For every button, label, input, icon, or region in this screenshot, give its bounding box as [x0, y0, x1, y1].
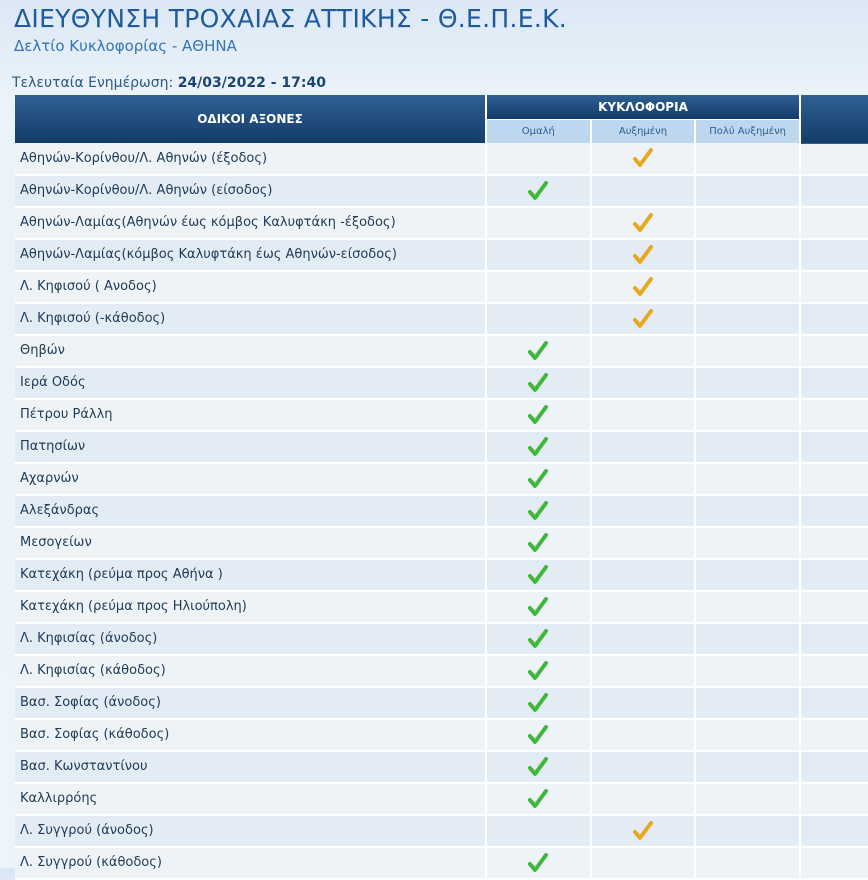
road-name: Βασ. Σοφίας (κάθοδος) [15, 719, 486, 751]
table-row [15, 559, 868, 591]
table-row [15, 271, 868, 303]
road-name: Λ. Συγγρού (κάθοδος) [15, 847, 486, 879]
check-green-icon [527, 404, 549, 426]
extra-cell [800, 847, 868, 879]
traffic-level-cell [591, 271, 696, 303]
road-name: Λ. Κηφισού ( Ανοδος) [15, 271, 486, 303]
extra-cell [800, 719, 868, 751]
traffic-level-cell [591, 591, 696, 623]
road-name: Βασ. Κωνσταντίνου [15, 751, 486, 783]
traffic-level-cell [591, 495, 696, 527]
road-name: Θηβών [15, 335, 486, 367]
traffic-level-cell [695, 367, 800, 399]
extra-cell [800, 335, 868, 367]
traffic-level-cell [591, 143, 696, 175]
traffic-level-cell [695, 175, 800, 207]
check-green-icon [527, 628, 549, 650]
traffic-level-cell [486, 495, 591, 527]
road-name: Πέτρου Ράλλη [15, 399, 486, 431]
check-green-icon [527, 340, 549, 362]
traffic-level-cell [695, 207, 800, 239]
table-row [15, 495, 868, 527]
extra-cell [800, 239, 868, 271]
traffic-level-cell [486, 751, 591, 783]
table-row [15, 623, 868, 655]
page-subtitle: Δελτίο Κυκλοφορίας - ΑΘΗΝΑ [14, 37, 237, 55]
check-green-icon [527, 468, 549, 490]
road-name: Λ. Κηφισίας (άνοδος) [15, 623, 486, 655]
check-green-icon [527, 756, 549, 778]
traffic-level-cell [695, 815, 800, 847]
traffic-level-cell [591, 399, 696, 431]
traffic-level-cell [695, 527, 800, 559]
road-name: Αλεξάνδρας [15, 495, 486, 527]
traffic-level-cell [591, 303, 696, 335]
traffic-level-cell [591, 783, 696, 815]
table-row [15, 303, 868, 335]
extra-cell [800, 431, 868, 463]
road-name: Κατεχάκη (ρεύμα προς Ηλιούπολη) [15, 591, 486, 623]
traffic-level-cell [591, 687, 696, 719]
level-normal-header: Ομαλή [486, 120, 591, 144]
traffic-level-cell [591, 847, 696, 879]
traffic-level-cell [486, 719, 591, 751]
traffic-level-cell [486, 399, 591, 431]
traffic-level-cell [695, 271, 800, 303]
check-orange-icon [632, 276, 654, 298]
road-name: Αθηνών-Κορίνθου/Λ. Αθηνών (έξοδος) [15, 143, 486, 175]
check-green-icon [527, 500, 549, 522]
extra-cell [800, 463, 868, 495]
page-title: ΔΙΕΥΘΥΝΣΗ ΤΡΟΧΑΙΑΣ ΑΤΤΙΚΗΣ - Θ.Ε.Π.Ε.Κ. [14, 4, 568, 33]
traffic-level-cell [486, 591, 591, 623]
traffic-level-cell [695, 783, 800, 815]
traffic-header: ΚΥΚΛΟΦΟΡΙΑ [486, 95, 800, 120]
check-orange-icon [632, 308, 654, 330]
check-green-icon [527, 372, 549, 394]
traffic-level-cell [591, 751, 696, 783]
road-name: Μεσογείων [15, 527, 486, 559]
traffic-level-cell [591, 623, 696, 655]
traffic-level-cell [486, 847, 591, 879]
traffic-level-cell [695, 303, 800, 335]
traffic-level-cell [695, 399, 800, 431]
extra-cell [800, 303, 868, 335]
check-green-icon [527, 660, 549, 682]
traffic-level-cell [486, 623, 591, 655]
table-row [15, 847, 868, 879]
check-green-icon [527, 788, 549, 810]
traffic-level-cell [591, 655, 696, 687]
last-update-label: Τελευταία Ενημέρωση: [12, 75, 174, 91]
check-green-icon [527, 724, 549, 746]
road-name: Αθηνών-Λαμίας(Αθηνών έως κόμβος Καλυφτάκη -έξοδος) [15, 207, 486, 239]
traffic-level-cell [591, 559, 696, 591]
table-row [15, 719, 868, 751]
traffic-level-cell [695, 655, 800, 687]
table-row [15, 175, 868, 207]
extra-cell [800, 271, 868, 303]
table-row [15, 431, 868, 463]
traffic-level-cell [695, 559, 800, 591]
table-row [15, 239, 868, 271]
traffic-level-cell [695, 335, 800, 367]
extra-cell [800, 367, 868, 399]
traffic-level-cell [486, 783, 591, 815]
traffic-level-cell [591, 207, 696, 239]
table-row [15, 367, 868, 399]
extra-header [800, 95, 868, 143]
level-increased-header: Αυξημένη [591, 120, 696, 144]
traffic-level-cell [695, 591, 800, 623]
extra-cell [800, 527, 868, 559]
traffic-level-cell [486, 143, 591, 175]
road-name: Λ. Συγγρού (άνοδος) [15, 815, 486, 847]
traffic-level-cell [695, 687, 800, 719]
check-green-icon [527, 564, 549, 586]
extra-cell [800, 815, 868, 847]
check-orange-icon [632, 212, 654, 234]
road-name: Πατησίων [15, 431, 486, 463]
extra-cell [800, 751, 868, 783]
extra-cell [800, 175, 868, 207]
traffic-level-cell [486, 271, 591, 303]
traffic-level-cell [695, 463, 800, 495]
traffic-level-cell [695, 719, 800, 751]
traffic-level-cell [591, 527, 696, 559]
traffic-level-cell [695, 431, 800, 463]
road-name: Κατεχάκη (ρεύμα προς Αθήνα ) [15, 559, 486, 591]
traffic-level-cell [486, 335, 591, 367]
traffic-level-cell [486, 559, 591, 591]
traffic-level-cell [486, 207, 591, 239]
traffic-level-cell [486, 655, 591, 687]
traffic-level-cell [591, 367, 696, 399]
road-name: Αχαρνών [15, 463, 486, 495]
traffic-level-cell [591, 815, 696, 847]
table-row [15, 783, 868, 815]
extra-cell [800, 655, 868, 687]
traffic-level-cell [695, 495, 800, 527]
table-row [15, 207, 868, 239]
traffic-level-cell [591, 239, 696, 271]
extra-cell [800, 399, 868, 431]
table-row [15, 655, 868, 687]
last-update [12, 75, 326, 91]
level-high-header: Πολύ Αυξημένη [695, 120, 800, 144]
traffic-level-cell [486, 367, 591, 399]
road-axes-header: ΟΔΙΚΟΙ ΑΞΟΝΕΣ [15, 95, 486, 143]
extra-cell [800, 495, 868, 527]
table-row [15, 815, 868, 847]
check-green-icon [527, 596, 549, 618]
traffic-level-cell [591, 431, 696, 463]
traffic-level-cell [486, 303, 591, 335]
traffic-level-cell [695, 847, 800, 879]
traffic-level-cell [591, 335, 696, 367]
check-green-icon [527, 692, 549, 714]
table-row [15, 527, 868, 559]
traffic-level-cell [486, 463, 591, 495]
extra-cell [800, 559, 868, 591]
check-green-icon [527, 180, 549, 202]
traffic-level-cell [591, 719, 696, 751]
check-orange-icon [632, 244, 654, 266]
table-row [15, 751, 868, 783]
traffic-level-cell [591, 175, 696, 207]
traffic-level-cell [695, 623, 800, 655]
road-name: Αθηνών-Λαμίας(κόμβος Καλυφτάκη έως Αθηνών-είσοδος) [15, 239, 486, 271]
traffic-table [15, 95, 868, 880]
extra-cell [800, 623, 868, 655]
last-update-value: 24/03/2022 - 17:40 [177, 75, 326, 91]
traffic-level-cell [486, 239, 591, 271]
traffic-level-cell [695, 751, 800, 783]
traffic-level-cell [486, 431, 591, 463]
traffic-level-cell [695, 143, 800, 175]
road-name: Λ. Κηφισίας (κάθοδος) [15, 655, 486, 687]
extra-cell [800, 143, 868, 175]
table-row [15, 591, 868, 623]
extra-cell [800, 687, 868, 719]
road-name: Αθηνών-Κορίνθου/Λ. Αθηνών (είσοδος) [15, 175, 486, 207]
traffic-level-cell [591, 463, 696, 495]
check-green-icon [527, 852, 549, 874]
road-name: Βασ. Σοφίας (άνοδος) [15, 687, 486, 719]
extra-cell [800, 783, 868, 815]
check-green-icon [527, 532, 549, 554]
check-green-icon [527, 436, 549, 458]
table-row [15, 399, 868, 431]
check-orange-icon [632, 147, 654, 169]
traffic-level-cell [486, 175, 591, 207]
table-row [15, 143, 868, 175]
extra-cell [800, 207, 868, 239]
table-row [15, 687, 868, 719]
traffic-level-cell [486, 527, 591, 559]
check-orange-icon [632, 820, 654, 842]
traffic-level-cell [486, 687, 591, 719]
road-name: Ιερά Οδός [15, 367, 486, 399]
traffic-level-cell [695, 239, 800, 271]
traffic-level-cell [486, 815, 591, 847]
road-name: Καλλιρρόης [15, 783, 486, 815]
road-name: Λ. Κηφισού (-κάθοδος) [15, 303, 486, 335]
extra-cell [800, 591, 868, 623]
table-row [15, 463, 868, 495]
table-row [15, 335, 868, 367]
